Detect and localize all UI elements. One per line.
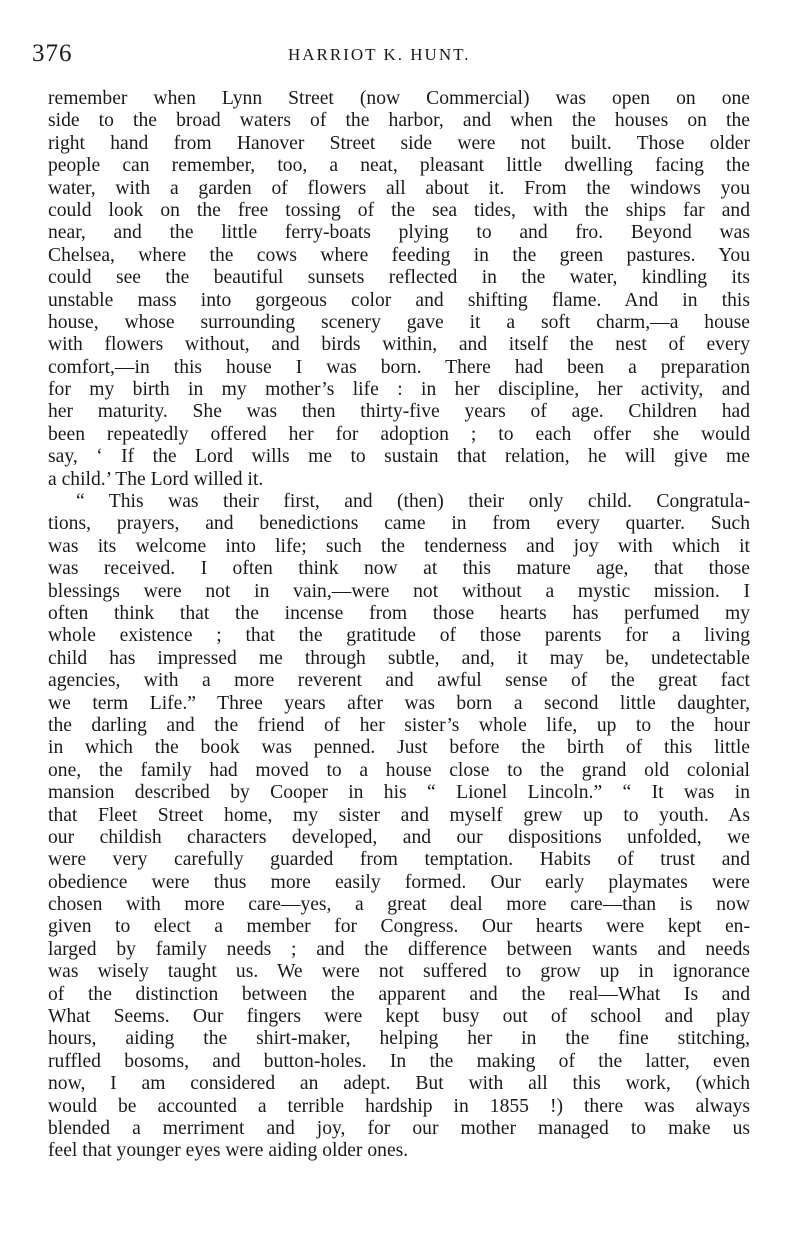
running-title: HARRIOT K. HUNT.: [288, 45, 471, 64]
text-line: been repeatedly offered her for adoption ; to each offer she would: [48, 423, 750, 445]
running-head: [32, 40, 752, 70]
text-line: whole existence ; that the gratitude of those parents for a living: [48, 625, 750, 647]
text-line: of the distinction between the apparent and the real—What Is and: [48, 983, 750, 1005]
text-line: now, I am considered an adept. But with all this work, (which: [48, 1073, 750, 1095]
text-line: right hand from Hanover Street side were not built. Those older: [48, 132, 750, 154]
text-line: would be accounted a terrible hardship in 1855 !) there was always: [48, 1095, 750, 1117]
text-line: mansion described by Cooper in his “ Lionel Lincoln.” “ It was in: [48, 782, 750, 804]
text-line: water, with a garden of flowers all about it. From the windows you: [48, 177, 750, 199]
text-line: agencies, with a more reverent and awful sense of the great fact: [48, 670, 750, 692]
text-line: given to elect a member for Congress. Our hearts were kept en-: [48, 916, 750, 938]
text-line: the darling and the friend of her sister’s whole life, up to the hour: [48, 714, 750, 736]
text-line: in which the book was penned. Just before the birth of this little: [48, 737, 750, 759]
text-line: ruffled bosoms, and button-holes. In the making of the latter, even: [48, 1050, 750, 1072]
text-line: her maturity. She was then thirty-five years of age. Children had: [48, 401, 750, 423]
text-line: child has impressed me through subtle, and, it may be, undetectable: [48, 647, 750, 669]
text-line: near, and the little ferry-boats plying to and fro. Beyond was: [48, 222, 750, 244]
text-line: blessings were not in vain,—were not without a mystic mission. I: [48, 580, 750, 602]
text-line: side to the broad waters of the harbor, and when the houses on the: [48, 110, 750, 132]
text-line: could see the beautiful sunsets reflected in the water, kindling its: [48, 267, 750, 289]
text-line: a child.’ The Lord willed it.: [48, 468, 264, 490]
text-line: was its welcome into life; such the tenderness and joy with which it: [48, 535, 750, 557]
text-line: we term Life.” Three years after was born a second little daughter,: [48, 692, 750, 714]
text-line: people can remember, too, a neat, pleasant little dwelling facing the: [48, 155, 750, 177]
page-number: 376: [32, 40, 73, 67]
text-line: with flowers without, and birds within, and itself the nest of every: [48, 334, 750, 356]
text-line: was received. I often think now at this mature age, that those: [48, 558, 750, 580]
text-line: often think that the incense from those hearts has perfumed my: [48, 602, 750, 624]
text-line: comfort,—in this house I was born. There had been a preparation: [48, 356, 750, 378]
text-line: our childish characters developed, and our dispositions unfolded, we: [48, 826, 750, 848]
body-text: [48, 88, 750, 1163]
text-line: Chelsea, where the cows where feeding in the green pastures. You: [48, 244, 750, 266]
text-line: unstable mass into gorgeous color and shifting flame. And in this: [48, 289, 750, 311]
text-line: chosen with more care—yes, a great deal more care—than is now: [48, 894, 750, 916]
text-line: tions, prayers, and benedictions came in from every quarter. Such: [48, 513, 750, 535]
text-line: was wisely taught us. We were not suffered to grow up in ignorance: [48, 961, 750, 983]
text-line: What Seems. Our fingers were kept busy out of school and play: [48, 1006, 750, 1028]
text-line: were very carefully guarded from temptation. Habits of trust and: [48, 849, 750, 871]
text-line: larged by family needs ; and the difference between wants and needs: [48, 938, 750, 960]
text-line: “ This was their first, and (then) their only child. Congratula-: [76, 491, 750, 513]
text-line: for my birth in my mother’s life : in her discipline, her activity, and: [48, 379, 750, 401]
text-line: that Fleet Street home, my sister and myself grew up to youth. As: [48, 804, 750, 826]
text-line: one, the family had moved to a house close to the grand old colonial: [48, 759, 750, 781]
text-line: hours, aiding the shirt-maker, helping her in the fine stitching,: [48, 1028, 750, 1050]
text-line: obedience were thus more easily formed. Our early playmates were: [48, 871, 750, 893]
text-line: could look on the free tossing of the sea tides, with the ships far and: [48, 199, 750, 221]
text-line: say, ‘ If the Lord wills me to sustain that relation, he will give me: [48, 446, 750, 468]
text-line: feel that younger eyes were aiding older ones.: [48, 1140, 409, 1162]
text-line: house, whose surrounding scenery gave it a soft charm,—a house: [48, 311, 750, 333]
text-line: remember when Lynn Street (now Commercial) was open on one: [48, 88, 750, 109]
text-line: blended a merriment and joy, for our mother managed to make us: [48, 1117, 750, 1139]
